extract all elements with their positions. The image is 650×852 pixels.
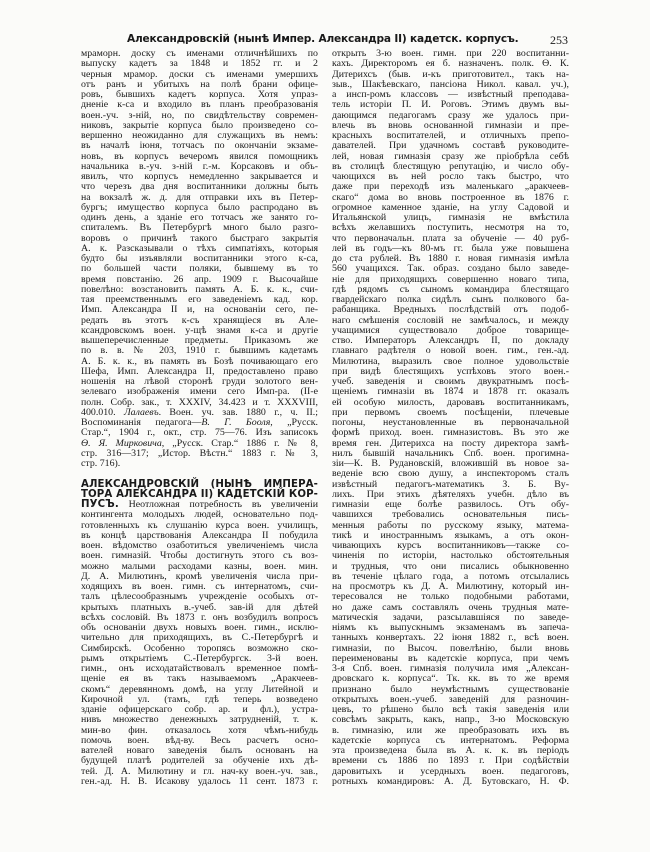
text-line: Шефа, Имп. Александра II, предоставлено право [81,365,318,377]
text-line: помочь воен. вѣд-ву. Весь расчетъ осно- [81,734,318,746]
text-line: мин-во фин. отказалось хотя чѣмъ-нибудь [81,724,318,736]
text-line: красныхъ воспитателей, и отличныхъ препо- [332,130,569,141]
text-line: Стар.“, 1904 г., окт., стр. 75—76. Изъ записокъ [81,427,318,439]
text-line: въ началѣ іюня, тотчасъ по окончаніи экзаме- [81,140,318,152]
text-line: тикѣ и иностраннымъ языкамъ, а отъ окон- [332,529,569,541]
text-line: зелеваго изображенія имени сего Имп-ра. (II-е [81,386,318,398]
text-line: наго смѣшенія сословій не замѣчалось, и между [332,314,569,326]
text-line: извѣстный педагогъ-математикъ З. Б. Ву- [332,478,569,490]
text-line: что черезъ два дня воспитанники должны быть [81,181,318,193]
text-line: дровскаго к. корпуса“. Тк. кк. въ то же время [332,673,569,685]
text-line: въ столицѣ блестящую репутацію, и число обу- [332,160,569,172]
text-line: тая преемственнымъ его заведеніемъ кад. кор. [81,294,318,305]
text-segment: . Воен. уч. зав. 1880 г., ч. II.; [158,406,319,418]
left-column [81,49,318,787]
text-line: влечь въ вновь основанной гимназіи и пре- [332,119,569,131]
text-line: скомъ“ деревянномъ домѣ, на углу Литейной и [81,683,318,695]
text-line: дающимся педагогамъ сразу же удалось при- [332,109,569,121]
text-line: но даже самъ составлялъ очень трудныя мате- [332,601,569,613]
text-line: кахъ. Директоромъ ея б. назначенъ. полк. Ѳ. К. [332,58,569,70]
text-line: гимн., онъ исходатайствовалъ временное помѣ- [81,663,318,674]
text-line: чающихся въ ней росло такъ быстро, что [332,171,569,182]
text-line: погоны, неустановленные въ первоначальной [332,417,569,428]
text-line: повелѣно: возстановить память А. Б. к. к., счи- [81,283,318,295]
text-line: Дитерихсъ (быв. и-къ приготовител., такъ на- [332,68,569,80]
text-line: тей. Д. А. Милютину и гл. нач-ку воен.-уч. зав., [81,765,318,777]
text-line: Итальянской улицъ, гимназія не вмѣстила [332,212,569,223]
text-line: при видѣ блестящихъ успѣховъ этого воен.- [332,365,569,377]
text-line: редать въ этотъ к-съ хранящіеся въ Але- [81,314,318,326]
text-line: ніе для приходящихъ совершенно новаго типа, [332,273,569,285]
text-line: на просмотръ къ Д. А. Милютину, который ин- [332,581,569,592]
text-line: гимназіи еще болѣе развилось. Отъ обу- [332,499,569,510]
text-line: воен.-уч. з-ній, но, по свидѣтельству современ- [81,109,318,121]
text-line: в. гимназію, или же преобразовать ихъ въ [332,724,569,736]
text-line: на вокзалѣ ж. д. для отправки ихъ въ Петер- [81,191,318,203]
text-line: совсѣмъ закрыть, какъ, напр., 3-ю Московскую [332,714,569,726]
text-line: эта произведена была въ А. к. к. въ періодъ [332,745,569,756]
text-line: воровъ о причинѣ такого быстраго закрытія [81,232,318,244]
running-head-title: Александровскій (нынѣ Импер. Александра II) кадетск. корпусъ. [127,33,519,45]
text-line: бургъ; имущество корпуса было распродано въ [81,201,318,213]
text-line: готовленныхъ къ слушанію курса воен. училищъ, [81,519,318,531]
text-line: будущей платѣ родителей за обученіе ихъ дѣ- [81,755,318,767]
text-line: стр. 316—317; „Истор. Вѣстн.“ 1883 г. № 3, [81,447,318,459]
text-line: спиталемъ. Въ Петербургѣ много было разго- [81,222,318,234]
text-line: гвардейскаго полка сидѣлъ сынъ полкового ба- [332,294,569,305]
text-line: воен. вѣдомство озаботиться увеличеніемъ числа [81,540,318,551]
text-line: 3-я Спб. воен. гимназія получила имя „Алексан- [332,663,569,674]
text-line: скаго“ дома во вновь построенное въ 1876 г. [332,191,569,203]
text-line: гимназіи, по Высоч. повелѣнію, были вновь [332,642,569,654]
text-line: что первоначальн. плата за обученіе — 40 руб- [332,232,569,244]
text-line: всѣхъ желавшихъ поступить, несмотря на то, [332,222,569,234]
text-line: стр. 716). [81,458,121,469]
text-line: давателей. При удачномъ составѣ руководите- [332,140,569,152]
text-line: танныхъ конвертахъ. 22 іюня 1882 г., всѣ воен. [332,632,569,644]
text-line: одинъ день, а зданіе его тотчасъ же занято го- [81,212,318,223]
italic-citation: Лалаевъ [123,406,159,418]
text-line: вершенно неожиданно для служащихъ въ немъ: [81,130,318,141]
text-line: ксандровскомъ воен. у-щѣ знамя к-са и другіе [81,324,318,336]
text-line: зыв., Шакѣевскаго, пансіона Никол. кавал. уч.), [332,78,569,90]
text-line: нилъ бывшій начальникъ Спб. воен. прогимна- [332,447,569,459]
text-line: даже при переходѣ изъ маленькаго „аракчеев- [332,181,569,193]
text-line: формѣ приход. воен. гимназистовъ. Въ это же [332,427,569,439]
text-line: ген.-ад. Н. В. Исакову удалось 11 сент. 1873 г. [81,775,318,787]
article-heading: АЛЕКСАНДРОВСКІЙ (НЫНѢ ИМПЕРА- [81,478,318,490]
text-line: цевъ, то рѣшено было всѣ такія заведенія или [332,704,569,715]
text-line: отъ ранъ и убитыхъ на полѣ брани офице- [81,78,318,90]
text-line: кадетскіе корпуса съ интернатомъ. Реформа [332,734,569,746]
text-line: чавшихся требовались основательныя пись- [332,509,569,521]
text-line: даровитыхъ и усердныхъ воен. педагоговъ, [332,765,569,777]
text-line: а инсп-ромъ классовъ — извѣстный преподава- [332,89,569,100]
text-line: веденіе всю свою душу, а инспекторомъ сталъ [332,468,569,480]
text-line: явилъ, что корпусъ немедленно закрывается и [81,171,318,182]
text-line: ей особую милость, даровавъ воспитанникамъ, [332,396,569,408]
text-line: крытыхъ платныхъ в.-учеб. зав-ій для дѣтей [81,601,318,613]
article-heading: ПУСЪ. [81,499,119,510]
text-line: нивъ множество денежныхъ затрудненій, т. к. [81,714,318,726]
text-line: время повстанію. 26 апр. 1909 г. Высочайше [81,273,318,285]
text-line: рабанщика. Вредныхъ послѣдствій отъ подоб- [332,304,569,316]
text-line: талъ цѣлесообразнымъ учрежденіе особыхъ от- [81,591,318,603]
text-line: лей, новая гимназія сразу же пріобрѣла себѣ [332,150,569,162]
text-line: при первомъ своемъ посѣщеніи, плечевые [332,406,569,418]
text-line: будто бы изъявляли воспитанники этого к-са, [81,253,318,264]
text-line: можно малыми расходами казны, воен. мин. [81,560,318,572]
text-line: по большей части поляки, бывшему въ то [81,263,318,275]
text-line: никовъ, закрытіе корпуса было произведено со- [81,119,318,131]
text-line: тель исторіи П. И. Роговъ. Этимъ двумъ вы- [332,99,569,111]
italic-citation: В. Г. Бооля [201,417,271,428]
text-line: чиненія по исторіи, настолько обстоятельныя [332,550,569,562]
text-line: Д. А. Милютинъ, кромѣ увеличенія числа при- [81,570,318,582]
text-line: вателей новаго заведенія былъ основанъ на [81,745,318,756]
italic-citation: Ѳ. Я. Мирковича [81,437,162,449]
text-line: лихъ. При этихъ дѣятеляхъ учебн. дѣло въ [332,488,569,500]
text-line: вышеперечисленные предметы. Приказомъ же [81,335,318,346]
text-segment: , „Русск. [270,417,318,428]
text-line: чивающихъ курсъ воспитанниковъ—также со- [332,540,569,551]
text-line: рымъ открытіемъ С.-Петербургск. 3-й воен. [81,652,318,664]
text-line: выпуску кадетъ за 1848 и 1852 гг. и 2 [81,58,318,70]
text-segment: Воспоминанія педагога— [81,417,202,428]
text-line: и трудныя, что они писались обыкновенно [332,560,569,572]
text-line: открыть 3-ю воен. гимн. при 220 воспитанни- [332,48,569,59]
text-line: учащимися существовало доброе товарище- [332,324,569,336]
text-segment: Неотложная потребность въ увеличеніи [118,499,318,510]
text-line: переименованы въ кадетскіе корпуса, при чемъ [332,652,569,664]
text-line: зданіе офицерскаго собр. ар. и фл.), устра- [81,704,318,715]
text-line: черныя мрамор. доски съ именами умершихъ [81,68,318,80]
text-line: менныя работы по русскому языку, матема- [332,519,569,531]
text-line: щеніе ея въ такъ называемомъ „Аракчеев- [81,673,318,685]
text-line: главнаго радѣтеля о новой воен. гим., ген.-ад. [332,345,569,357]
text-line: открытыхъ воен.-учеб. заведеній для разночин- [332,693,569,705]
text-line: А. Б. к. к., въ память въ Бозѣ почивающаго его [81,355,318,367]
text-line: 560 учащихся. Так. образ. создано было заведе- [332,263,569,275]
text-line: Милютина, выразилъ свое полное удовольствіе [332,355,569,367]
article-heading: ТОРА АЛЕКСАНДРА II) КАДЕТСКІЙ КОР- [81,488,318,500]
text-line: контингента молодыхъ людей, основательно под- [81,509,318,521]
text-line: объ основаніи двухъ новыхъ воен. гимн., исклю- [81,622,318,633]
text-line: лей въ годъ—къ 80-мъ гг. была уже повышена [332,242,569,254]
text-line: въ теченіе цѣлаго года, а потомъ отсылались [332,570,569,582]
text-line: огромное каменное зданіе, на углу Садовой и [332,201,569,213]
page-number: 253 [550,33,568,47]
text-line: признано было неумѣстнымъ существованіе [332,683,569,695]
text-line: ротныхъ командировъ: А. Д. Бутовскаго, Н. Ф. [332,775,569,787]
text-line: новъ, въ корпусъ вечеромъ явился помощникъ [81,150,318,162]
text-line: дненіе к-са и входило въ планъ преобразованія [81,99,318,111]
text-line: щеніемъ гимназіи въ 1874 и 1878 гг. оказалъ [332,386,569,398]
text-line: въ концѣ царствованія Александра II побудила [81,529,318,541]
text-line: до ста рублей. Въ 1880 г. новая гимназія имѣла [332,253,569,264]
text-line: тересовался не только подобными работами, [332,591,569,603]
text-line: гдѣ рядомъ съ сыномъ командира блестящаго [332,283,569,295]
text-line: по в. в. № 203, 1910 г. бывшимъ кадетамъ [81,345,318,357]
text-line: Кирочной ул. (тамъ, гдѣ теперь возведено [81,693,318,705]
text-line: А. к. Разсказывали о тѣхъ симпатіяхъ, которыя [81,242,318,254]
text-line: учеб. заведенія и своимъ двукратнымъ посѣ- [332,376,569,387]
text-line: матическія задачи, разсылавшіяся по заведе- [332,611,569,623]
text-line: ніямъ къ выпускнымъ экзаменамъ въ запеча- [332,622,569,633]
text-segment: 400.010. [81,406,124,418]
text-line: всѣхъ сословій. Въ 1873 г. онъ возбудилъ вопросъ [81,611,318,623]
text-line: полн. Собр. зак., т. XXXIV, 34.423 и т. XXXVIII, [81,396,318,408]
text-line: времени съ 1886 по 1893 г. При содѣйствіи [332,755,569,767]
text-line: зіи—К. В. Рудановскій, вложившій въ новое за- [332,458,569,469]
text-line: ство. Императоръ Александръ II, по докладу [332,335,569,346]
text-line: воен. гимназій. Чтобы достигнуть этого съ воз- [81,550,318,562]
text-line: Имп. Александра II и, на основаніи сего, пе- [81,304,318,316]
text-line: Симбирскѣ. Особенно торопясь возможно ско- [81,642,318,654]
text-line: ношенія на лѣвой сторонѣ груди золотого вен- [81,376,318,387]
right-column [332,49,569,787]
text-line: начальника в.-уч. з-ній г.-м. Корсаковъ и объ- [81,160,318,172]
text-line: ровъ, бывшихъ кадетъ корпуса. Хотя упраз- [81,89,318,100]
text-line: чительно для приходящихъ, въ С.-Петербургѣ и [81,632,318,644]
text-line: ходящихъ въ воен. гимн. съ интернатомъ, счи- [81,581,318,592]
text-segment: , „Русск. Стар.“ 1886 г. № 8, [161,437,318,449]
text-line: время ген. Дитерихса на посту директора замѣ- [332,437,569,449]
text-line: мраморн. доску съ именами отличнѣйшихъ по [81,48,318,59]
